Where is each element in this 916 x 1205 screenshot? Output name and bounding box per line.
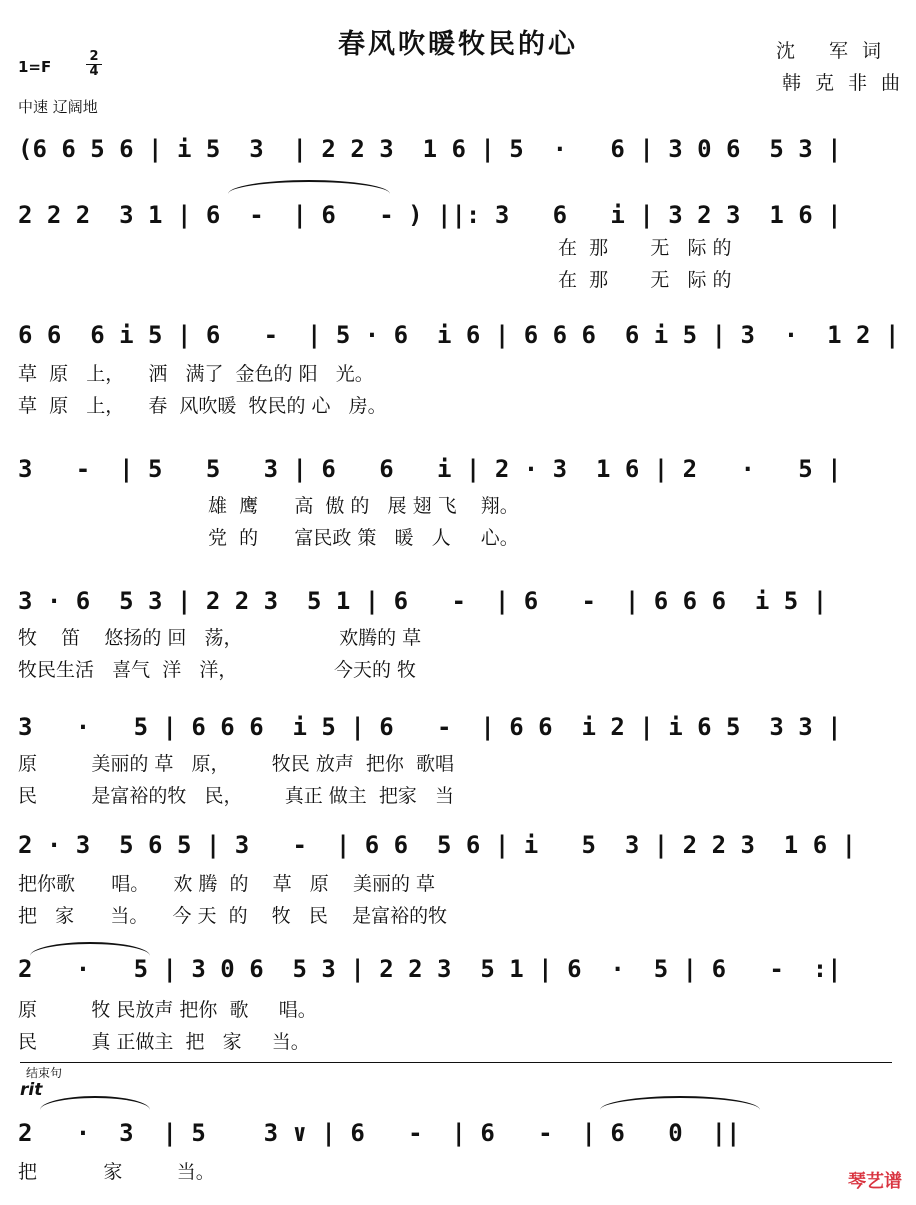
song-title: 春风吹暖牧民的心 — [338, 29, 578, 60]
lyric-verse-2: 牧民生活 喜气 洋 洋， 今天的 牧 — [18, 659, 416, 681]
lyric-verse-2: 民 真 正做主 把 家 当。 — [18, 1031, 310, 1053]
lyric-verse-1: 草 原 上， 洒 满了 金色的 阳 光。 — [18, 363, 374, 385]
tie-mark — [600, 1096, 760, 1110]
meter-top: 2 — [89, 49, 99, 64]
score-row-ending — [18, 1116, 898, 1196]
composer-credit: 韩克非曲 — [782, 72, 915, 94]
lyric-verse-1: 把你歌 唱。 欢 腾 的 草 原 美丽的 草 — [18, 873, 435, 895]
score-row-3 — [18, 318, 898, 418]
lyric-verse-2: 党 的 富民政 策 暖 人 心。 — [208, 527, 519, 549]
notation-line: 3 - | 5 5 3 | 6 6 i | 2 · 3 1 6 | 2 · 5 | — [18, 455, 842, 483]
score-row-7 — [18, 828, 898, 928]
logo-text: 琴艺谱 — [848, 1171, 902, 1192]
score-row-6 — [18, 710, 898, 810]
lyric-verse-1: 牧 笛 悠扬的 回 荡， 欢腾的 草 — [18, 627, 422, 649]
site-logo — [848, 1167, 902, 1193]
ending-label: 结束句 — [26, 1066, 63, 1080]
score-row-1 — [18, 132, 898, 172]
notation-line: 3 · 5 | 6 6 6 i 5 | 6 - | 6 6 i 2 | i 6 5 3 3 | — [18, 713, 842, 741]
notation-line: 2 · 3 5 6 5 | 3 - | 6 6 5 6 | i 5 3 | 2 2 3 1 6 | — [18, 831, 857, 859]
lyric-verse-1: 原 美丽的 草 原， 牧民 放声 把你 歌唱 — [18, 753, 454, 775]
notation-line: 2 2 2 3 1 | 6 - | 6 - ) ||: 3 6 i | 3 2 3 1 6 | — [18, 201, 842, 229]
ritardando-mark: rit — [20, 1080, 43, 1100]
time-signature — [86, 50, 102, 79]
ending-bracket — [20, 1062, 892, 1063]
lyric-verse-2: 民 是富裕的牧 民， 真正 做主 把家 当 — [18, 785, 454, 807]
score-row-4 — [18, 452, 898, 552]
lyric-verse-1: 雄 鹰 高 傲 的 展 翅 飞 翔。 — [208, 495, 519, 517]
lyric-verse-1: 把 家 当。 — [18, 1161, 215, 1183]
notation-line: 2 · 3 | 5 3 ∨ | 6 - | 6 - | 6 0 || — [18, 1119, 741, 1147]
lyricist-credit: 沈 军词 — [776, 40, 896, 62]
tie-mark — [30, 942, 150, 956]
score-row-8 — [18, 952, 898, 1052]
tie-mark — [228, 180, 390, 194]
lyric-verse-1: 原 牧 民放声 把你 歌 唱。 — [18, 999, 317, 1021]
lyric-verse-2: 把 家 当。 今 天 的 牧 民 是富裕的牧 — [18, 905, 448, 927]
tempo-marking: 中速 辽阔地 — [18, 98, 98, 116]
meter-bottom: 4 — [89, 64, 99, 79]
key-signature: 1=F — [18, 58, 52, 76]
score-row-2 — [18, 198, 898, 298]
notation-line: 3 · 6 5 3 | 2 2 3 5 1 | 6 - | 6 - | 6 6 6 i 5 | — [18, 587, 828, 615]
tie-mark — [40, 1096, 150, 1110]
lyric-verse-2: 草 原 上， 春 风吹暖 牧民的 心 房。 — [18, 395, 387, 417]
score-row-5 — [18, 584, 898, 684]
lyric-verse-1: 在 那 无 际 的 — [558, 237, 732, 259]
notation-line: 6 6 6 i 5 | 6 - | 5 · 6 i 6 | 6 6 6 6 i 5 | 3 · 1 2 | — [18, 321, 900, 349]
lyric-verse-2: 在 那 无 际 的 — [558, 269, 732, 291]
notation-line: (6 6 5 6 | i 5 3 | 2 2 3 1 6 | 5 · 6 | 3 0 6 5 3 | — [18, 135, 842, 163]
notation-line: 2 · 5 | 3 0 6 5 3 | 2 2 3 5 1 | 6 · 5 | 6 - :| — [18, 955, 842, 983]
